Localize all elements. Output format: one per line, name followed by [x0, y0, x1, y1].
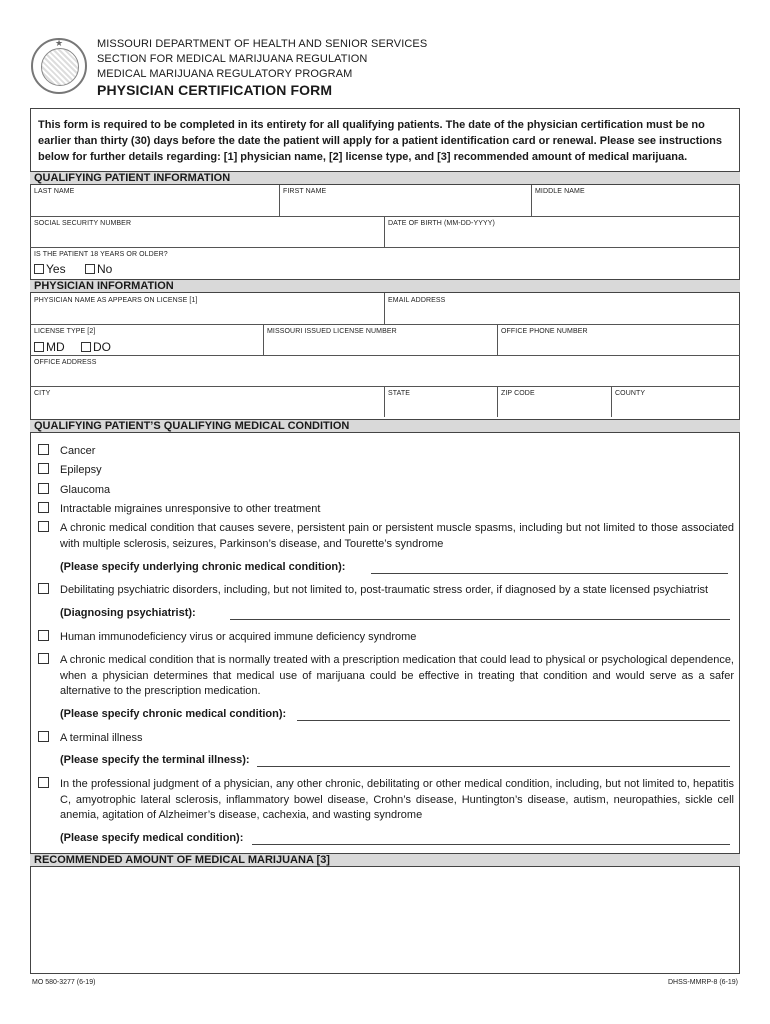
glaucoma-label: Glaucoma — [60, 484, 111, 496]
form-number-right: DHSS-MMRP-8 (6-19) — [667, 979, 738, 986]
last-name-field[interactable]: LAST NAME — [34, 188, 75, 195]
section-name: SECTION FOR MEDICAL MARIJUANA REGULATION — [97, 53, 368, 65]
license-number-field[interactable]: MISSOURI ISSUED LICENSE NUMBER — [267, 328, 397, 335]
physician-name-field[interactable]: PHYSICIAN NAME AS APPEARS ON LICENSE [1] — [34, 297, 198, 304]
terminal-label: A terminal illness — [60, 732, 143, 744]
ssn-field[interactable]: SOCIAL SECURITY NUMBER — [34, 220, 132, 227]
city-field[interactable]: CITY — [34, 390, 51, 397]
prescription-checkbox[interactable] — [38, 653, 49, 664]
form-number-left: MO 580-3277 (6-19) — [32, 979, 96, 986]
recommended-amount-area[interactable] — [31, 868, 739, 973]
missouri-seal-logo: ★ — [31, 38, 87, 94]
migraines-checkbox[interactable] — [38, 502, 49, 513]
zip-code-field[interactable]: ZIP CODE — [501, 390, 535, 397]
other-condition-label: In the professional judgment of a physician, any other chronic, debilitating or other medical condition, including, but not limited to, hepatitis C, amyotrophic lateral sclerosis, inflammatory bowel disease, Crohn’s disease, Huntington’s disease, autism, neuropathies, sickle cell anemia, agitation of Alzheimer’s disease, cachexia, and wasting syndrome — [60, 778, 734, 821]
chronic-pain-spec-label: (Please specify underlying chronic medical condition): — [60, 561, 346, 573]
cancer-checkbox[interactable] — [38, 444, 49, 455]
chronic-pain-label: A chronic medical condition that causes severe, persistent pain or persistent muscle spasms, including but not limited to those associated with multiple sclerosis, seizures, Parkinson’s disease, and Tourette’s syndrome — [60, 522, 734, 550]
other-condition-spec-input[interactable] — [252, 844, 730, 845]
dob-field[interactable]: DATE OF BIRTH (MM-DD-YYYY) — [388, 220, 495, 227]
prescription-spec-input[interactable] — [297, 720, 730, 721]
psychiatric-label: Debilitating psychiatric disorders, including, but not limited to, post-traumatic stress order, if diagnosed by a state licensed psychiatrist — [60, 584, 709, 596]
age-question-label: IS THE PATIENT 18 YEARS OR OLDER? — [34, 251, 168, 258]
first-name-field[interactable]: FIRST NAME — [283, 188, 327, 195]
hiv-checkbox[interactable] — [38, 630, 49, 641]
office-phone-field[interactable]: OFFICE PHONE NUMBER — [501, 328, 588, 335]
intro-text: This form is required to be completed in its entirety for all qualifying patients. The date of the physician certification must be no earlier than thirty (30) days before the date the patient will apply for a patient identification card or renewal. Please see instructions below for further details regarding: [1] physician name, [2] license type, and [3] recommended amount of medical marijuana. — [38, 119, 723, 163]
county-field[interactable]: COUNTY — [615, 390, 646, 397]
patient-section-heading: QUALIFYING PATIENT INFORMATION — [30, 171, 740, 185]
license-type-label: LICENSE TYPE [2] — [34, 328, 96, 335]
other-condition-checkbox[interactable] — [38, 777, 49, 788]
other-condition-spec-label: (Please specify medical condition): — [60, 832, 244, 844]
chronic-pain-spec-input[interactable] — [371, 573, 728, 574]
department-name: MISSOURI DEPARTMENT OF HEALTH AND SENIOR SERVICES — [97, 38, 428, 50]
form-title: PHYSICIAN CERTIFICATION FORM — [97, 82, 333, 98]
chronic-pain-checkbox[interactable] — [38, 521, 49, 532]
terminal-spec-input[interactable] — [257, 766, 730, 767]
office-address-field[interactable]: OFFICE ADDRESS — [34, 359, 97, 366]
psychiatrist-spec-label: (Diagnosing psychiatrist): — [60, 607, 196, 619]
conditions-section-heading: QUALIFYING PATIENT’S QUALIFYING MEDICAL CONDITION — [30, 419, 740, 433]
age-no-checkbox[interactable]: No — [85, 262, 112, 276]
middle-name-field[interactable]: MIDDLE NAME — [535, 188, 585, 195]
recommended-section-heading: RECOMMENDED AMOUNT OF MEDICAL MARIJUANA [3] — [30, 853, 740, 867]
migraines-label: Intractable migraines unresponsive to other treatment — [60, 503, 321, 515]
physician-section-heading: PHYSICIAN INFORMATION — [30, 279, 740, 293]
glaucoma-checkbox[interactable] — [38, 483, 49, 494]
license-md-checkbox[interactable]: MD — [34, 340, 65, 354]
epilepsy-label: Epilepsy — [60, 464, 102, 476]
psychiatrist-spec-input[interactable] — [230, 619, 730, 620]
epilepsy-checkbox[interactable] — [38, 463, 49, 474]
program-name: MEDICAL MARIJUANA REGULATORY PROGRAM — [97, 68, 353, 80]
age-yes-checkbox[interactable]: Yes — [34, 262, 66, 276]
terminal-spec-label: (Please specify the terminal illness): — [60, 754, 250, 766]
terminal-checkbox[interactable] — [38, 731, 49, 742]
state-field[interactable]: STATE — [388, 390, 411, 397]
cancer-label: Cancer — [60, 445, 96, 457]
license-do-checkbox[interactable]: DO — [81, 340, 111, 354]
hiv-label: Human immunodeficiency virus or acquired immune deficiency syndrome — [60, 631, 417, 643]
psychiatric-checkbox[interactable] — [38, 583, 49, 594]
email-field[interactable]: EMAIL ADDRESS — [388, 297, 446, 304]
prescription-label: A chronic medical condition that is normally treated with a prescription medication that could lead to physical or psychological dependence, when a physician determines that medical use of marijuana could be effective in treating that condition and would serve as a safer alternative to the prescription medication. — [60, 654, 734, 697]
prescription-spec-label: (Please specify chronic medical condition): — [60, 708, 287, 720]
